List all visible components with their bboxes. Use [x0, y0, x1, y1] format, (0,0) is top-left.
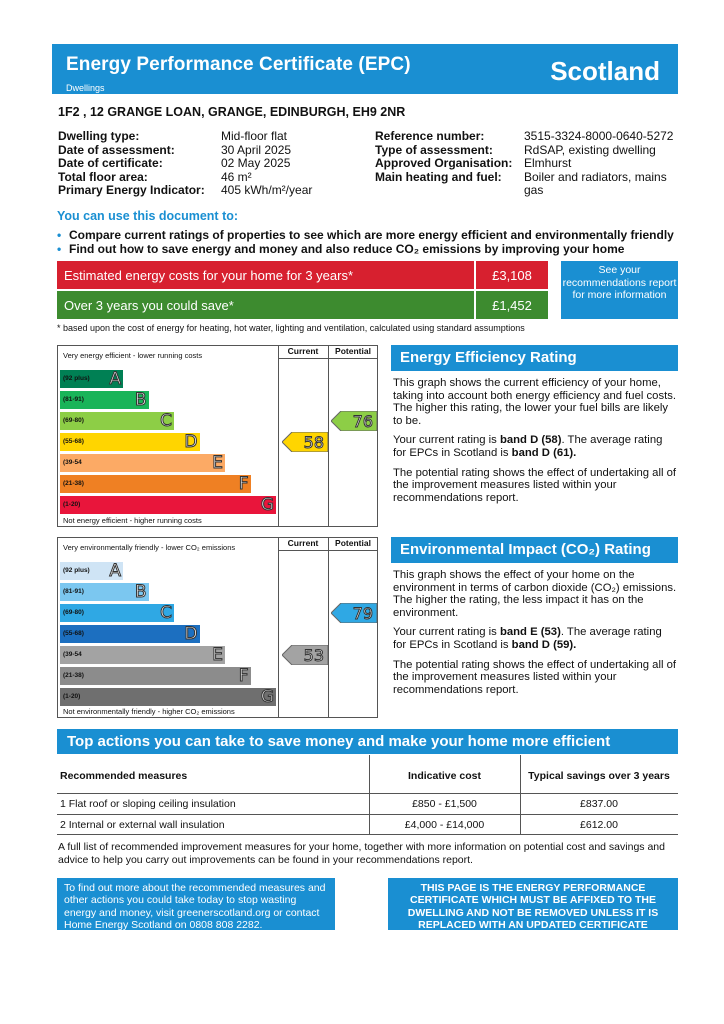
- col-savings-header: Typical savings over 3 years: [528, 770, 670, 782]
- environmental-impact-chart: [57, 537, 378, 718]
- property-address: 1F2 , 12 GRANGE LOAN, GRANGE, EDINBURGH, EH9 2NR: [58, 105, 406, 119]
- band-range: (69-80): [63, 609, 84, 616]
- estimated-cost-bar: [57, 261, 548, 289]
- band-letter: C: [160, 411, 172, 431]
- cost-footnote: * based upon the cost of energy for heating, hot water, lighting and ventilation, calculated using standard assumptions: [57, 323, 525, 333]
- rating-band-a: [60, 370, 123, 388]
- rating-paragraph: Your current rating is band E (53). The average rating for EPCs in Scotland is band D (59).: [393, 626, 662, 651]
- detail-value: 405 kWh/m²/year: [221, 183, 313, 197]
- detail-value: 46 m²: [221, 169, 252, 184]
- rating-band-f: [60, 475, 251, 493]
- rating-band-e: [60, 646, 225, 664]
- band-letter: D: [184, 432, 198, 452]
- detail-label: Approved Organisation:: [375, 156, 513, 170]
- detail-value: Elmhurst: [524, 156, 572, 170]
- recommendations-note: See your recommendations report for more information: [561, 261, 678, 319]
- band-letter: G: [260, 495, 274, 515]
- potential-rating-arrow: [331, 411, 377, 431]
- rating-band-g: [60, 496, 276, 514]
- detail-value: 3515-3324-8000-0640-5272: [524, 129, 674, 143]
- band-letter: B: [134, 582, 147, 602]
- action-saving: £612.00: [580, 819, 618, 831]
- band-range: (81-91): [63, 588, 84, 595]
- actions-heading: Top actions you can take to save money and make your home more efficient: [57, 729, 678, 754]
- certificate-header: [52, 44, 678, 94]
- rating-band-c: [60, 604, 174, 622]
- environmental-rating-text: [393, 569, 678, 703]
- more-info-box: To find out more about the recommended measures and other actions you could take today to stop wasting energy and money, visit greenerscotland.org or contact Home Energy Scotland on 0808 808 2282.: [57, 878, 335, 930]
- rating-paragraph: This graph shows the effect of your home on the environment in terms of carbon dioxide (CO₂) emissions. The higher the rating, the less impact it has on the environment.: [393, 569, 677, 619]
- rating-band-b: [60, 583, 149, 601]
- energy-efficiency-chart: [57, 345, 378, 527]
- band-range: (21-38): [63, 672, 84, 679]
- detail-label: Dwelling type:: [58, 129, 140, 143]
- detail-label: Primary Energy Indicator:: [58, 183, 205, 197]
- detail-label: Type of assessment:: [375, 142, 493, 157]
- detail-label: Total floor area:: [58, 169, 148, 184]
- band-letter: C: [160, 603, 172, 623]
- band-letter: D: [184, 624, 198, 644]
- detail-value: RdSAP, existing dwelling: [524, 142, 656, 157]
- current-rating-value: 58: [303, 433, 324, 452]
- band-letter: E: [212, 453, 223, 473]
- rating-paragraph: The potential rating shows the effect of undertaking all of the improvement measures listed within your recommendations report.: [393, 466, 677, 504]
- col-measure-header: Recommended measures: [60, 770, 188, 782]
- band-letter: A: [109, 369, 121, 389]
- actions-table: [57, 755, 678, 835]
- energy-rating-heading: Energy Efficiency Rating: [391, 345, 678, 371]
- bullet-text: Find out how to save energy and money and also reduce CO₂ emissions by improving your home: [69, 241, 625, 256]
- band-range: (92 plus): [63, 567, 90, 574]
- action-measure: 2 Internal or external wall insulation: [60, 819, 225, 831]
- chart-top-label: Very environmentally friendly - lower CO₂ emissions: [63, 543, 236, 552]
- band-letter: A: [109, 561, 121, 581]
- detail-value: 30 April 2025: [221, 142, 292, 157]
- rating-paragraph: The potential rating shows the effect of undertaking all of the improvement measures listed within your recommendations report.: [393, 658, 677, 696]
- band-range: (92 plus): [63, 375, 90, 382]
- bullet-item: • Find out how to save energy and money and also reduce CO₂ emissions by improving your home: [57, 241, 625, 256]
- detail-label: Date of assessment:: [58, 142, 175, 157]
- band-range: (69-80): [63, 417, 84, 424]
- band-letter: F: [238, 666, 249, 686]
- bullet-list: [57, 229, 687, 256]
- rating-band-b: [60, 391, 149, 409]
- estimated-cost-value: £3,108: [474, 261, 548, 289]
- chart-top-label: Very energy efficient - lower running costs: [63, 351, 203, 360]
- col-cost-header: Indicative cost: [408, 770, 481, 782]
- rating-band-d: [60, 433, 200, 451]
- rating-paragraph: Your current rating is band D (58). The average rating for EPCs in Scotland is band D (61).: [393, 434, 663, 459]
- band-range: (39-54: [63, 459, 82, 466]
- bullet-text: Compare current ratings of properties to see which are more energy efficient and environmentally friendly: [69, 228, 674, 242]
- savings-bar: [57, 291, 548, 319]
- band-range: (1-20): [63, 693, 81, 700]
- details-left: [58, 130, 358, 198]
- rating-band-f: [60, 667, 251, 685]
- rating-paragraph: This graph shows the current efficiency of your home, taking into account both energy efficiency and fuel costs. The higher this rating, the lower your fuel bills are likely to be.: [393, 377, 677, 427]
- environmental-rating-heading: Environmental Impact (CO₂) Rating: [391, 537, 678, 563]
- rating-band-c: [60, 412, 174, 430]
- detail-value: 02 May 2025: [221, 156, 291, 170]
- band-letter: E: [212, 645, 223, 665]
- current-rating-value: 53: [303, 646, 324, 665]
- band-range: (39-54: [63, 651, 82, 658]
- action-cost: £850 - £1,500: [412, 798, 477, 810]
- band-range: (55-68): [63, 438, 84, 445]
- savings-value: £1,452: [474, 291, 548, 319]
- band-range: (55-68): [63, 630, 84, 637]
- potential-rating-value: 79: [352, 604, 373, 623]
- potential-rating-arrow: [331, 603, 377, 623]
- band-range: (1-20): [63, 501, 81, 508]
- detail-label: Reference number:: [375, 129, 485, 143]
- details-right: [375, 130, 678, 198]
- action-measure: 1 Flat roof or sloping ceiling insulation: [60, 798, 236, 810]
- use-heading: You can use this document to:: [57, 209, 239, 223]
- rating-band-d: [60, 625, 200, 643]
- band-range: (21-38): [63, 480, 84, 487]
- potential-rating-value: 76: [352, 412, 373, 431]
- chart-bottom-label: Not energy efficient - higher running costs: [63, 516, 202, 525]
- country-label: Scotland: [550, 56, 660, 86]
- bullet-item: • Compare current ratings of properties to see which are more energy efficient and environmentally friendly: [57, 228, 674, 242]
- detail-label: Main heating and fuel:: [375, 169, 502, 184]
- savings-label: Over 3 years you could save*: [64, 298, 234, 313]
- current-rating-arrow: [282, 645, 328, 665]
- certificate-subtitle: Dwellings: [66, 83, 105, 93]
- band-range: (81-91): [63, 396, 84, 403]
- band-letter: B: [134, 390, 147, 410]
- potential-header: Potential: [335, 538, 371, 548]
- estimated-cost-label: Estimated energy costs for your home for 3 years*: [64, 268, 354, 283]
- rating-band-g: [60, 688, 276, 706]
- detail-label: Date of certificate:: [58, 156, 163, 170]
- current-header: Current: [287, 346, 319, 356]
- energy-rating-text: [393, 377, 678, 511]
- current-rating-arrow: [282, 432, 328, 452]
- potential-header: Potential: [335, 346, 371, 356]
- rating-band-a: [60, 562, 123, 580]
- certificate-title: Energy Performance Certificate (EPC): [66, 54, 411, 75]
- current-header: Current: [287, 538, 319, 548]
- band-letter: F: [238, 474, 249, 494]
- chart-bottom-label: Not environmentally friendly - higher CO₂ emissions: [63, 707, 235, 716]
- band-letter: G: [260, 687, 274, 707]
- affix-notice-box: THIS PAGE IS THE ENERGY PERFORMANCE CERTIFICATE WHICH MUST BE AFFIXED TO THE DWELLING AND NOT BE REMOVED UNLESS IT IS REPLACED WITH AN UPDATED CERTIFICATE: [388, 878, 678, 930]
- detail-value: Mid-floor flat: [221, 129, 288, 143]
- rating-band-e: [60, 454, 225, 472]
- actions-note: A full list of recommended improvement measures for your home, together with more information on potential cost and savings and advice to help you carry out improvements can be found in your recommendations report.: [58, 841, 665, 866]
- action-saving: £837.00: [580, 798, 618, 810]
- action-cost: £4,000 - £14,000: [404, 819, 485, 831]
- detail-value: Boiler and radiators, mains gas: [524, 169, 667, 197]
